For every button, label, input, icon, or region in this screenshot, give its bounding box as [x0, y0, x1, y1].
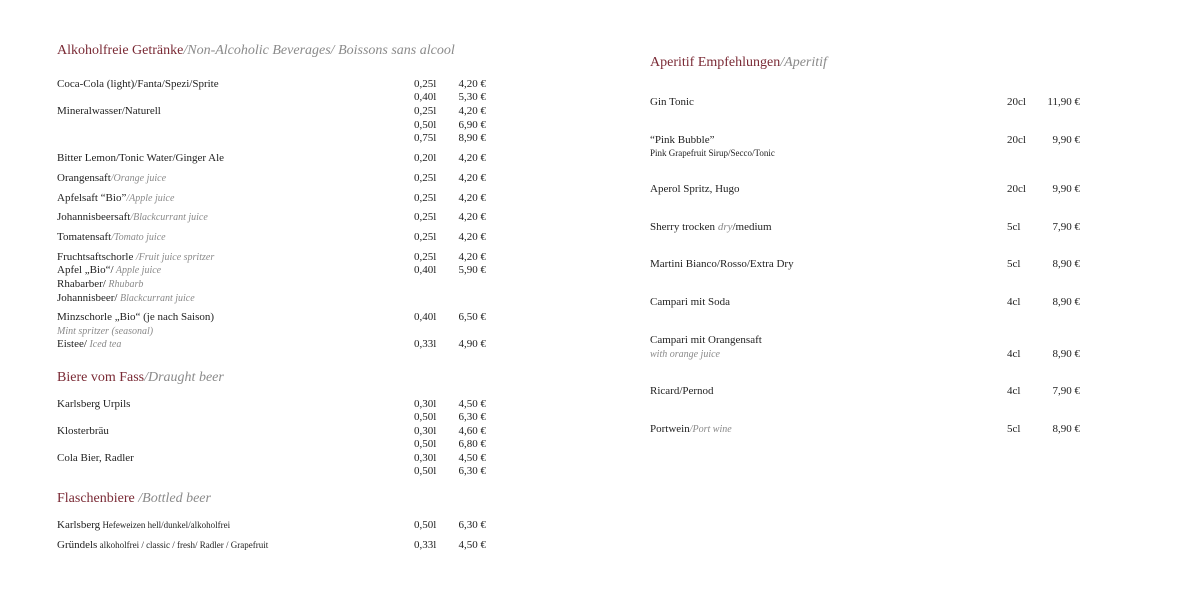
- item-name-de: Sherry trocken: [650, 221, 718, 233]
- item-name-urpils: Karlsberg Urpils: [57, 398, 131, 410]
- item-name-en: Mint spritzer (seasonal): [57, 326, 154, 337]
- item-name-de: Eistee/: [57, 338, 87, 350]
- item-price: 4,20 €: [458, 211, 486, 223]
- item-name-en: Rhubarb: [105, 279, 144, 290]
- item-name-de: Gründels: [57, 539, 98, 551]
- item-price: 4,50 €: [458, 539, 486, 551]
- item-price: 5,90 €: [458, 264, 486, 276]
- item-name-de: /medium: [732, 221, 772, 233]
- item-volume: 0,25l: [414, 211, 437, 223]
- item-price: 6,80 €: [458, 438, 486, 450]
- item-price: 4,20 €: [458, 251, 486, 263]
- item-name-aperol-spritz: Aperol Spritz, Hugo: [650, 183, 740, 195]
- item-name-de: Rhabarber/: [57, 278, 106, 290]
- item-price: 4,90 €: [458, 338, 486, 350]
- item-volume: 0,20l: [414, 152, 437, 164]
- section-title-non-alcoholic: [57, 43, 455, 59]
- item-name-en: /Orange juice: [110, 173, 167, 184]
- item-name-de: Fruchtsaftschorle: [57, 251, 134, 263]
- item-volume: 0,30l: [414, 398, 437, 410]
- item-volume: 5cl: [1007, 423, 1021, 435]
- item-price: 4,20 €: [458, 105, 486, 117]
- section-title-bottled-beer: [57, 491, 211, 507]
- item-price: 9,90 €: [1052, 134, 1080, 146]
- item-price: 9,90 €: [1052, 183, 1080, 195]
- item-name-en: /Apple juice: [126, 193, 175, 204]
- item-name-karlsberg-bottle: [57, 519, 230, 532]
- item-price: 6,30 €: [458, 519, 486, 531]
- item-volume: 0,33l: [414, 338, 437, 350]
- item-volume: 0,40l: [414, 311, 437, 323]
- item-name-mint-spritzer: Minzschorle „Bio“ (je nach Saison): [57, 311, 215, 323]
- item-name-campari-orange: Campari mit Orangensaft: [650, 334, 762, 346]
- item-price: 8,90 €: [1052, 258, 1080, 270]
- section-title-draught-beer: [57, 370, 224, 386]
- item-volume: 0,50l: [414, 465, 437, 477]
- item-price: 6,50 €: [458, 311, 486, 323]
- item-name-mineral-water: Mineralwasser/Naturell: [57, 105, 161, 117]
- item-name-campari-soda: Campari mit Soda: [650, 296, 731, 308]
- item-volume: 0,25l: [414, 172, 437, 184]
- section-title-en: /Draught beer: [144, 370, 224, 385]
- item-name-en: Iced tea: [86, 339, 122, 350]
- item-volume: 0,25l: [414, 231, 437, 243]
- item-name-klosterbraeu: Klosterbräu: [57, 425, 109, 437]
- item-name-tomato-juice: [57, 231, 166, 244]
- section-title-aperitif: [650, 55, 827, 71]
- item-detail: Hefeweizen hell/dunkel/alkoholfrei: [100, 520, 231, 530]
- item-name-apple-juice: [57, 192, 174, 205]
- item-volume: 0,30l: [414, 452, 437, 464]
- item-price: 7,90 €: [1052, 221, 1080, 233]
- section-title-de: Biere vom Fass: [57, 370, 145, 385]
- item-name-de: Karlsberg: [57, 519, 101, 531]
- item-name-en: Apple juice: [113, 265, 162, 276]
- item-name-en: Blackcurrant juice: [117, 293, 195, 304]
- section-title-en: /Bottled beer: [134, 491, 211, 506]
- item-name-martini: Martini Bianco/Rosso/Extra Dry: [650, 258, 794, 270]
- item-name-de: Johannisbeersaft: [57, 211, 131, 223]
- item-name-pink-bubble: “Pink Bubble”: [650, 134, 715, 146]
- item-price: 4,20 €: [458, 78, 486, 90]
- item-volume: 20cl: [1007, 96, 1026, 108]
- item-price: 4,50 €: [458, 398, 486, 410]
- item-volume: 0,50l: [414, 119, 437, 131]
- section-title-de: Aperitif Empfehlungen: [650, 55, 781, 70]
- item-volume: 0,25l: [414, 105, 437, 117]
- item-detail: Pink Grapefruit Sirup/Secco/Tonic: [650, 148, 775, 158]
- item-name-orange-juice: [57, 172, 166, 185]
- item-volume: 4cl: [1007, 348, 1021, 360]
- item-volume: 5cl: [1007, 258, 1021, 270]
- item-name-port-wine: [650, 423, 732, 436]
- item-name-cola-bier: Cola Bier, Radler: [57, 452, 134, 464]
- item-name-de: Portwein: [650, 423, 690, 435]
- item-price: 8,90 €: [1052, 296, 1080, 308]
- item-name-de: Apfelsaft “Bio”: [57, 192, 127, 204]
- item-name-iced-tea: [57, 338, 121, 351]
- item-name-en: /Tomato juice: [111, 232, 166, 243]
- item-name-de: Tomatensaft: [57, 231, 112, 243]
- item-volume: 0,25l: [414, 251, 437, 263]
- item-name-de: Orangensaft: [57, 172, 111, 184]
- item-name-gruendels: [57, 539, 268, 552]
- item-subline-apple: [57, 264, 161, 277]
- item-name-coca-cola: Coca-Cola (light)/Fanta/Spezi/Sprite: [57, 78, 219, 90]
- item-volume: 4cl: [1007, 385, 1021, 397]
- item-name-blackcurrant-juice: [57, 211, 208, 224]
- item-volume: 0,33l: [414, 539, 437, 551]
- item-price: 4,20 €: [458, 152, 486, 164]
- item-volume: 0,30l: [414, 425, 437, 437]
- section-title-de: Flaschenbiere: [57, 491, 135, 506]
- item-subline-blackcurrant: [57, 292, 195, 305]
- item-volume: 0,50l: [414, 438, 437, 450]
- section-title-en: /Aperitif: [780, 55, 827, 70]
- item-volume: 0,50l: [414, 411, 437, 423]
- item-price: 4,20 €: [458, 231, 486, 243]
- item-price: 6,30 €: [458, 411, 486, 423]
- item-price: 8,90 €: [458, 132, 486, 144]
- item-price: 7,90 €: [1052, 385, 1080, 397]
- item-detail: alkoholfrei / classic / fresh/ Radler / Grapefruit: [97, 540, 269, 550]
- item-volume: 20cl: [1007, 183, 1026, 195]
- item-name-en: dry: [717, 221, 733, 233]
- item-name-en: /Blackcurrant juice: [130, 212, 208, 223]
- item-volume: 0,25l: [414, 192, 437, 204]
- item-name-bitter-lemon: Bitter Lemon/Tonic Water/Ginger Ale: [57, 152, 225, 164]
- item-price: 6,90 €: [458, 119, 486, 131]
- item-name-en: with orange juice: [650, 349, 720, 360]
- section-title-en: /Non-Alcoholic Beverages/ Boissons sans alcool: [183, 43, 455, 58]
- item-name-en: /Fruit juice spritzer: [133, 252, 215, 263]
- section-title-de: Alkoholfreie Getränke: [57, 43, 184, 58]
- item-price: 4,60 €: [458, 425, 486, 437]
- item-volume: 0,40l: [414, 264, 437, 276]
- item-name-ricard: Ricard/Pernod: [650, 385, 714, 397]
- item-price: 4,20 €: [458, 172, 486, 184]
- item-price: 8,90 €: [1052, 348, 1080, 360]
- item-subline-rhubarb: [57, 278, 143, 291]
- item-name-fruit-spritzer: [57, 251, 214, 264]
- item-name-sherry: [650, 221, 772, 234]
- item-price: 4,20 €: [458, 192, 486, 204]
- item-volume: 4cl: [1007, 296, 1021, 308]
- item-volume: 5cl: [1007, 221, 1021, 233]
- item-volume: 0,40l: [414, 91, 437, 103]
- item-name-de: Apfel „Bio“/: [57, 264, 114, 276]
- item-volume: 0,50l: [414, 519, 437, 531]
- item-price: 11,90 €: [1047, 96, 1080, 108]
- item-price: 8,90 €: [1052, 423, 1080, 435]
- item-price: 4,50 €: [458, 452, 486, 464]
- item-name-en: /Port wine: [689, 424, 732, 435]
- item-volume: 0,25l: [414, 78, 437, 90]
- item-name-de: Johannisbeer/: [57, 292, 118, 304]
- item-volume: 20cl: [1007, 134, 1026, 146]
- item-price: 5,30 €: [458, 91, 486, 103]
- item-price: 6,30 €: [458, 465, 486, 477]
- item-volume: 0,75l: [414, 132, 437, 144]
- item-name-gin-tonic: Gin Tonic: [650, 96, 694, 108]
